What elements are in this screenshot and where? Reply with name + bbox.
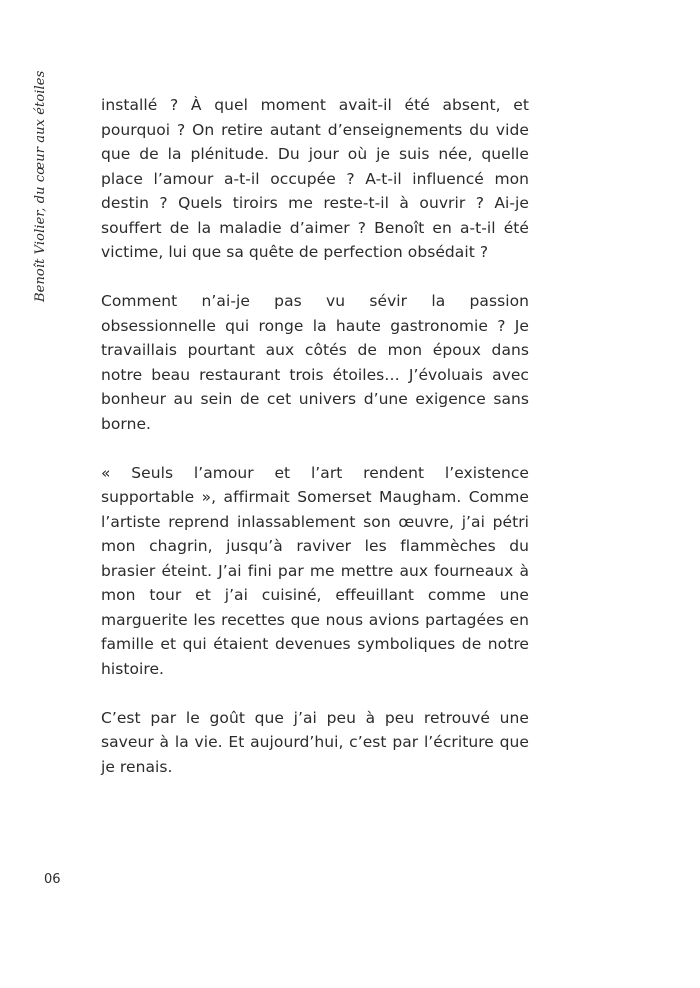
paragraph-1: installé ? À quel moment avait-il été absent, et pourquoi ? On retire autant d’enseignements du vide que de la plénitude. Du jour où je suis née, quelle place l’amour a-t-il occupée ? A-t-il influencé mon destin ? Quels tiroirs me reste-t-il à ouvrir ? Ai-je souffert de la maladie d’aimer ? Benoît en a-t-il été victime, lui que sa quête de perfection obsédait ? xyxy=(101,96,529,261)
paragraph-3: « Seuls l’amour et l’art rendent l’existence supportable », affirmait Somerset Maugham. Comme l’artiste reprend inlassablement son œuvre, j’ai pétri mon chagrin, jusqu’à raviver les flammèches du brasier éteint. J’ai fini par me mettre aux fourneaux à mon tour et j’ai cuisiné, effeuillant comme une marguerite les recettes que nous avions partagées en famille et qui étaient devenues symboliques de notre histoire. xyxy=(101,463,529,678)
running-head: Benoît Violier, du cœur aux étoiles xyxy=(33,70,48,302)
page-number: 06 xyxy=(44,872,61,887)
body-text xyxy=(101,93,529,804)
paragraph-2: Comment n’ai-je pas vu sévir la passion obsessionnelle qui ronge la haute gastronomie ? Je travaillais pourtant aux côtés de mon époux dans notre beau restaurant trois étoiles… J’évoluais avec bonheur au sein de cet univers d’une exigence sans borne. xyxy=(101,292,529,433)
paragraph-4: C’est par le goût que j’ai peu à peu retrouvé une saveur à la vie. Et aujourd’hui, c’est par l’écriture que je renais. xyxy=(101,708,529,776)
